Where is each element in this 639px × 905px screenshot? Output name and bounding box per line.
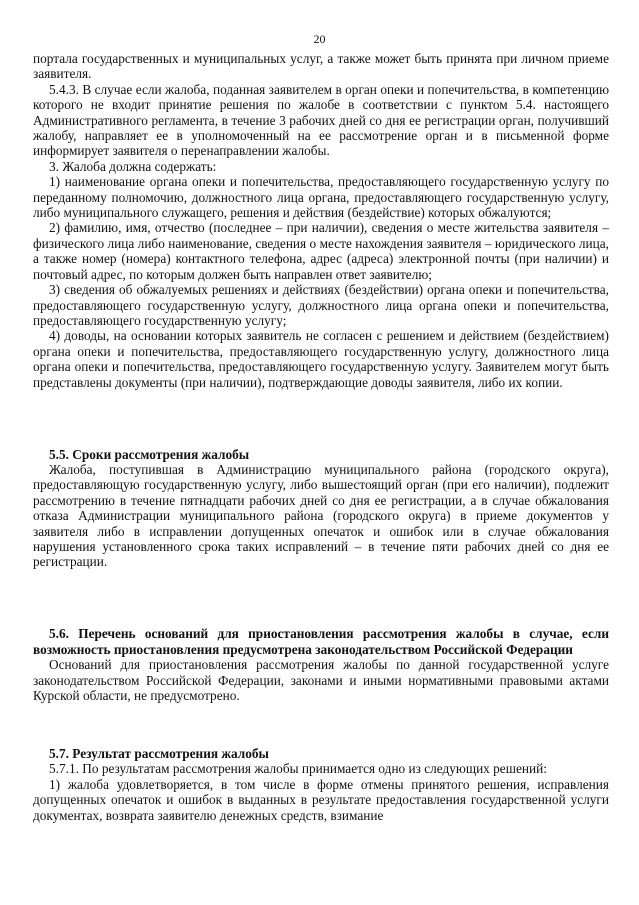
section-spacer (33, 717, 609, 733)
section-spacer (33, 403, 609, 433)
paragraph: 1) жалоба удовлетворяется, в том числе в форме отмены принятого решения, исправления допущенных опечаток и ошибок в выданных в результате предоставления государственной услуги документах, возврата заявителю денежных средств, взимание (33, 776, 609, 823)
paragraph: 4) доводы, на основании которых заявитель не согласен с решением и действием (бездействием) органа опеки и попечительства, предоставляющего государственную услугу, должностного лица органа опеки и попечительства, предоставляющего государственную услугу. Заявителем могут быть представлены документы (при наличии), подтверждающие доводы заявителя, либо их копии. (33, 328, 609, 390)
paragraph: 5.7.1. По результатам рассмотрения жалобы принимается одно из следующих решений: (49, 761, 547, 777)
page-number: 20 (313, 32, 326, 46)
section-heading: 5.5. Сроки рассмотрения жалобы (49, 446, 250, 462)
paragraph: портала государственных и муниципальных услуг, а также может быть принята при личном приеме заявителя. (33, 51, 609, 82)
paragraph: Оснований для приостановления рассмотрения жалобы по данной государственной услуге законодательством Российской Федерации, законами и иными нормативными правовыми актами Курской области, не предусмотрено. (33, 657, 609, 703)
paragraph: 5.4.3. В случае если жалоба, поданная заявителем в орган опеки и попечительства, в компетенцию которого не входит принятие решения по жалобе в соответствии с пунктом 5.4. настоящего Административного регламента, в течение 3 рабочих дней со дня ее регистрации орган, получивший жалобу, направляет ее в уполномоченный на ее рассмотрение орган и в письменной форме информирует заявителя о перенаправлении жалобы. (33, 81, 609, 159)
paragraph: 1) наименование органа опеки и попечительства, предоставляющего государственную услугу по переданному полномочию, должностного лица органа, предоставляющего государственную услугу, либо муниципального служащего, решения и действия (бездействие) которых обжалуются; (33, 174, 609, 221)
section-spacer (33, 583, 609, 613)
paragraph: 2) фамилию, имя, отчество (последнее – при наличии), сведения о месте жительства заявителя – физического лица либо наименование, сведения о месте нахождения заявителя – юридического лица, а также номер (номера) контактного телефона, адрес (адреса) электронной почты (при наличии) и почтовый адрес, по которым должен быть направлен ответ заявителю; (33, 220, 609, 282)
document-body (33, 51, 609, 823)
paragraph: 3) сведения об обжалуемых решениях и действиях (бездействии) органа опеки и попечительства, предоставляющего государственную услугу, должностного лица органа опеки и попечительства, предоставляющего государственную услугу; (33, 282, 609, 328)
section-heading: 5.7. Результат рассмотрения жалобы (49, 746, 269, 761)
section-heading: 5.6. Перечень оснований для приостановления рассмотрения жалобы в случае, если возможность приостановления предусмотрена законодательством Российской Федерации (33, 626, 609, 657)
paragraph: 3. Жалоба должна содержать: (49, 158, 217, 174)
paragraph: Жалоба, поступившая в Администрацию муниципального района (городского округа), предоставляющую государственную услугу, либо вышестоящий орган (при его наличии), подлежит рассмотрению в течение пятнадцати рабочих дней со дня ее регистрации, а в случае обжалования отказа Администрации муниципального района (городского округа) в приеме документов у заявителя либо в исправлении допущенных опечаток и ошибок или в случае обжалования нарушения установленного срока таких исправлений – в течение пяти рабочих дней со дня ее регистрации. (33, 461, 609, 570)
